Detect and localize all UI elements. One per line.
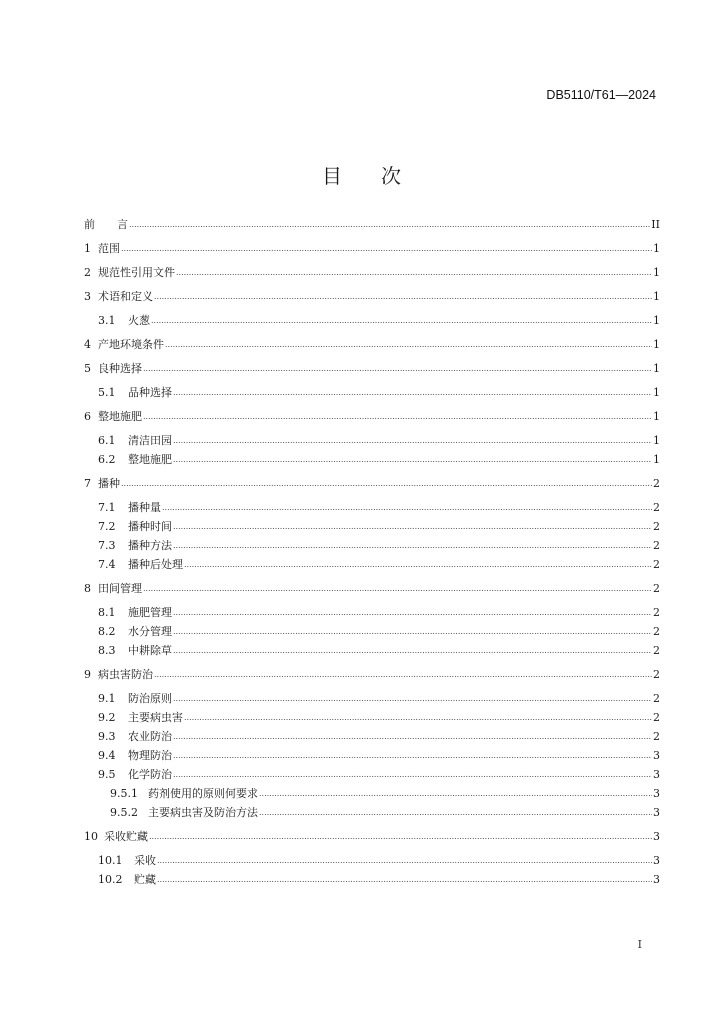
leader-dots: [157, 856, 652, 868]
toc-label: 良种选择: [98, 362, 142, 375]
toc-number: 5.1: [98, 386, 116, 399]
toc-label: 播种后处理: [128, 558, 183, 571]
toc-entry[interactable]: [84, 410, 660, 424]
leader-dots: [184, 560, 652, 572]
toc-entry[interactable]: [84, 668, 660, 682]
toc-page: 2: [653, 558, 660, 571]
toc-page: II: [651, 218, 660, 231]
toc-number: 2: [84, 266, 91, 279]
leader-dots: [121, 479, 652, 491]
toc-number: 8: [84, 582, 91, 595]
leader-dots: [157, 875, 652, 887]
leader-dots: [162, 503, 652, 515]
toc-label: 农业防治: [128, 730, 172, 743]
toc-number: 9.5: [98, 768, 116, 781]
toc-page: 1: [653, 314, 660, 327]
leader-dots: [143, 412, 652, 424]
toc-entry[interactable]: [84, 362, 660, 376]
toc-label: 前 言: [84, 218, 128, 231]
toc-label: 物理防治: [128, 749, 172, 762]
toc-page: 1: [653, 453, 660, 466]
toc-number: 9.1: [98, 692, 116, 705]
toc-entry[interactable]: [84, 644, 660, 658]
document-code: DB5110/T61—2024: [546, 88, 656, 102]
toc-label: 火葱: [128, 314, 150, 327]
toc-label: 播种: [98, 477, 120, 490]
toc-number: 6.2: [98, 453, 116, 466]
toc-number: 1: [84, 242, 91, 255]
toc-page: 1: [653, 434, 660, 447]
toc-page: 1: [653, 266, 660, 279]
toc-label: 水分管理: [128, 625, 172, 638]
toc-page: 1: [653, 338, 660, 351]
toc-label: 主要病虫害及防治方法: [148, 806, 258, 819]
toc-entry[interactable]: [84, 606, 660, 620]
toc-page: 3: [653, 768, 660, 781]
toc-entry[interactable]: [84, 558, 660, 572]
toc-page: 2: [653, 477, 660, 490]
toc-number: 10.2: [98, 873, 123, 886]
toc-page: 3: [653, 749, 660, 762]
toc-entry[interactable]: [84, 711, 660, 725]
toc-entry[interactable]: [84, 854, 660, 868]
toc-number: 7: [84, 477, 91, 490]
toc-label: 整地施肥: [128, 453, 172, 466]
leader-dots: [173, 732, 652, 744]
toc-label: 播种方法: [128, 539, 172, 552]
toc-entry[interactable]: [84, 314, 660, 328]
leader-dots: [173, 770, 652, 782]
leader-dots: [173, 608, 652, 620]
leader-dots: [129, 220, 650, 232]
toc-entry[interactable]: [84, 290, 660, 304]
toc-page: 3: [653, 787, 660, 800]
toc-label: 清洁田园: [128, 434, 172, 447]
toc-entry[interactable]: [84, 453, 660, 467]
toc-entry[interactable]: [84, 806, 660, 820]
leader-dots: [259, 808, 652, 820]
toc-number: 9.5.2: [110, 806, 138, 819]
toc-page: 2: [653, 644, 660, 657]
toc-number: 3: [84, 290, 91, 303]
toc-number: 8.1: [98, 606, 116, 619]
toc-page: 2: [653, 625, 660, 638]
toc-entry[interactable]: [84, 477, 660, 491]
leader-dots: [151, 316, 652, 328]
toc-number: 10.1: [98, 854, 123, 867]
toc-label: 贮藏: [134, 873, 156, 886]
leader-dots: [154, 292, 652, 304]
toc-page: 2: [653, 501, 660, 514]
toc-page: 1: [653, 242, 660, 255]
toc-entry-foreword[interactable]: [84, 218, 660, 232]
toc-page: 1: [653, 386, 660, 399]
leader-dots: [184, 713, 652, 725]
toc-page: 3: [653, 873, 660, 886]
toc-number: 3.1: [98, 314, 116, 327]
toc-entry[interactable]: [84, 787, 660, 801]
toc-entry[interactable]: [84, 730, 660, 744]
toc-label: 药剂使用的原则何要求: [148, 787, 258, 800]
leader-dots: [173, 522, 652, 534]
toc-number: 9.4: [98, 749, 116, 762]
toc-label: 施肥管理: [128, 606, 172, 619]
title-char-1: 目: [322, 164, 343, 188]
toc-entry[interactable]: [84, 768, 660, 782]
toc-number: 9.2: [98, 711, 116, 724]
leader-dots: [173, 646, 652, 658]
toc-page: 1: [653, 362, 660, 375]
toc-number: 6.1: [98, 434, 116, 447]
toc-entry[interactable]: [84, 242, 660, 256]
toc-number: 9.3: [98, 730, 116, 743]
toc-page: 3: [653, 806, 660, 819]
toc-entry[interactable]: [84, 520, 660, 534]
toc-page: 2: [653, 539, 660, 552]
leader-dots: [143, 584, 652, 596]
toc-number: 6: [84, 410, 91, 423]
toc-label: 范围: [98, 242, 120, 255]
toc-number: 10: [84, 830, 98, 843]
toc-page: 2: [653, 582, 660, 595]
toc-number: 5: [84, 362, 91, 375]
leader-dots: [173, 388, 652, 400]
toc-entry[interactable]: [84, 749, 660, 763]
table-of-contents: [84, 218, 660, 887]
toc-label: 主要病虫害: [128, 711, 183, 724]
toc-page: 3: [653, 854, 660, 867]
toc-entry[interactable]: [84, 873, 660, 887]
toc-page: 2: [653, 668, 660, 681]
toc-page: 2: [653, 520, 660, 533]
toc-entry[interactable]: [84, 501, 660, 515]
toc-entry[interactable]: [84, 625, 660, 639]
leader-dots: [173, 541, 652, 553]
toc-number: 8.3: [98, 644, 116, 657]
leader-dots: [173, 694, 652, 706]
page-title: [0, 160, 724, 189]
toc-entry[interactable]: [84, 582, 660, 596]
page-number: I: [637, 938, 642, 951]
leader-dots: [259, 789, 652, 801]
toc-number: 8.2: [98, 625, 116, 638]
toc-label: 病虫害防治: [98, 668, 153, 681]
toc-entry[interactable]: [84, 830, 660, 844]
toc-page: 2: [653, 606, 660, 619]
toc-label: 播种时间: [128, 520, 172, 533]
toc-label: 规范性引用文件: [98, 266, 175, 279]
toc-entry[interactable]: [84, 539, 660, 553]
toc-page: 1: [653, 290, 660, 303]
toc-entry[interactable]: [84, 266, 660, 280]
toc-number: 9.5.1: [110, 787, 138, 800]
toc-entry[interactable]: [84, 386, 660, 400]
toc-label: 采收贮藏: [104, 830, 148, 843]
toc-page: 2: [653, 711, 660, 724]
toc-number: 4: [84, 338, 91, 351]
leader-dots: [165, 340, 652, 352]
toc-label: 田间管理: [98, 582, 142, 595]
leader-dots: [149, 832, 652, 844]
leader-dots: [173, 751, 652, 763]
toc-page: 2: [653, 692, 660, 705]
toc-label: 采收: [134, 854, 156, 867]
toc-entry[interactable]: [84, 434, 660, 448]
toc-number: 7.3: [98, 539, 116, 552]
toc-label: 化学防治: [128, 768, 172, 781]
toc-entry[interactable]: [84, 338, 660, 352]
toc-number: 7.1: [98, 501, 116, 514]
toc-number: 9: [84, 668, 91, 681]
leader-dots: [173, 455, 652, 467]
toc-number: 7.4: [98, 558, 116, 571]
toc-label: 品种选择: [128, 386, 172, 399]
leader-dots: [154, 670, 652, 682]
toc-label: 防治原则: [128, 692, 172, 705]
toc-page: 1: [653, 410, 660, 423]
toc-label: 术语和定义: [98, 290, 153, 303]
toc-label: 整地施肥: [98, 410, 142, 423]
toc-entry[interactable]: [84, 692, 660, 706]
leader-dots: [173, 436, 652, 448]
leader-dots: [173, 627, 652, 639]
leader-dots: [143, 364, 652, 376]
leader-dots: [176, 268, 652, 280]
toc-label: 播种量: [128, 501, 161, 514]
toc-label: 产地环境条件: [98, 338, 164, 351]
toc-number: 7.2: [98, 520, 116, 533]
toc-page: 3: [653, 830, 660, 843]
toc-label: 中耕除草: [128, 644, 172, 657]
toc-page: 2: [653, 730, 660, 743]
title-char-2: 次: [381, 164, 402, 188]
leader-dots: [121, 244, 652, 256]
